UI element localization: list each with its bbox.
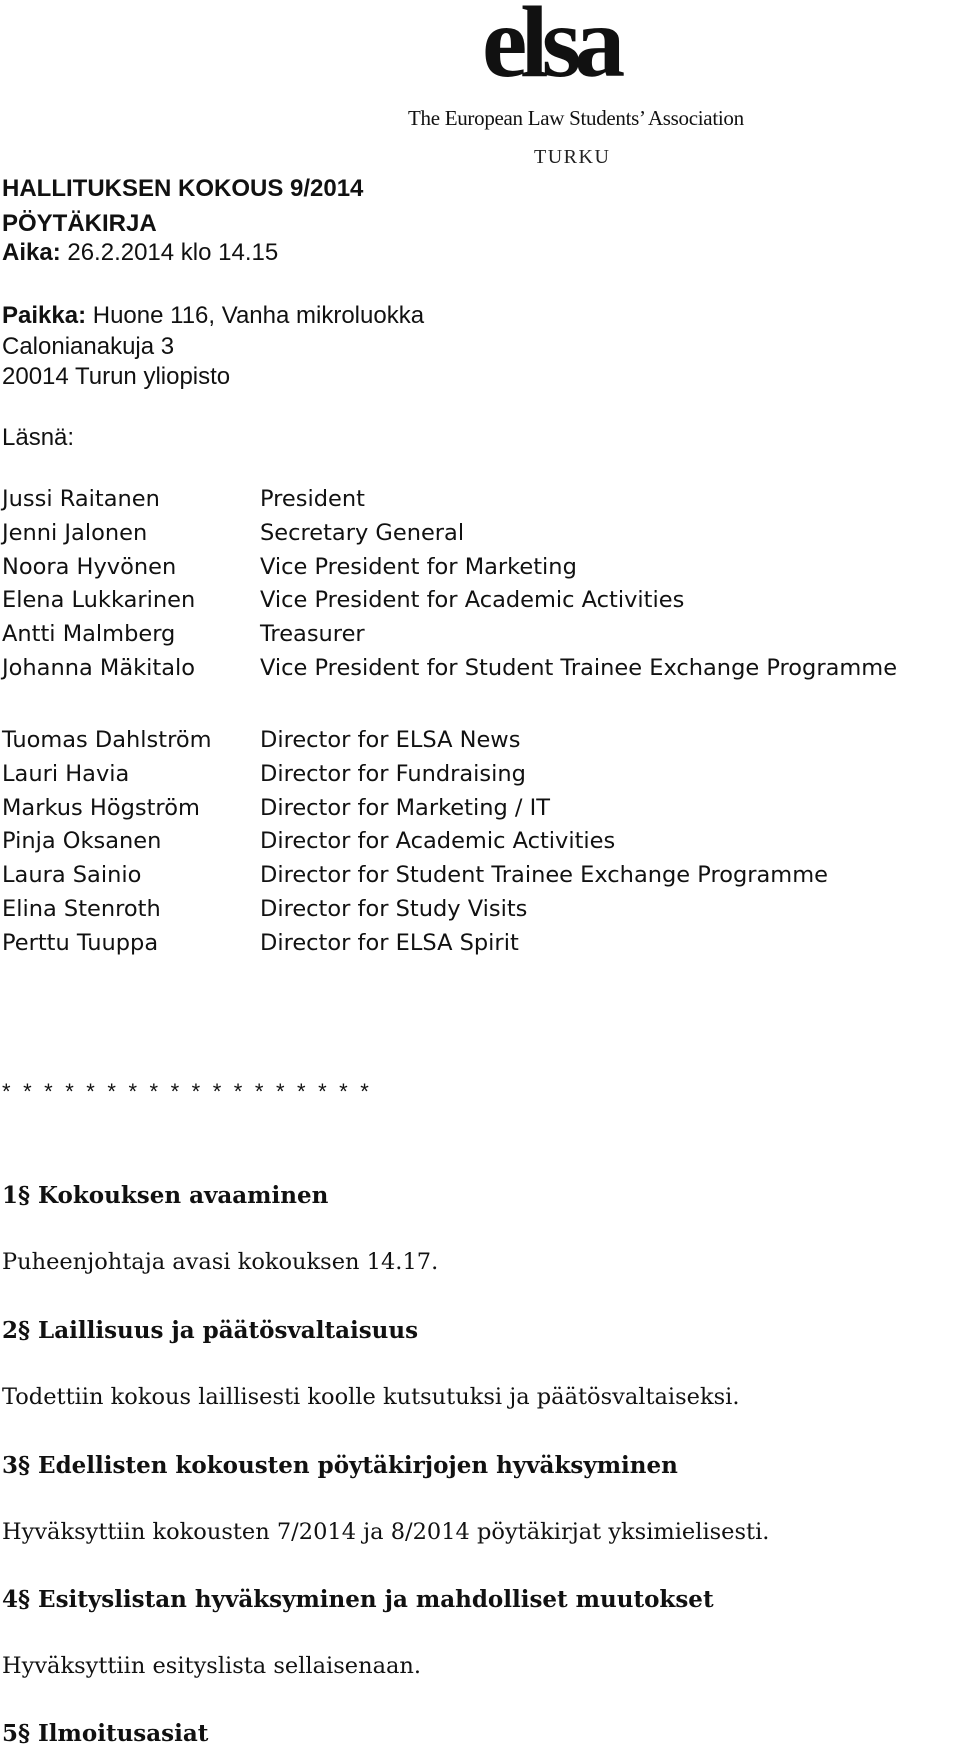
person-role: President [260,486,365,512]
person-role: Treasurer [260,621,365,648]
person-name: Noora Hyvönen [2,553,177,580]
logo-tagline: The European Law Students’ Association [408,106,744,130]
meeting-time [2,239,278,267]
person-name: Markus Högström [2,794,200,821]
person-role: Vice President for Marketing [260,553,577,580]
person-name: Elena Lukkarinen [2,587,196,614]
place-label: Paikka: [2,302,87,329]
address-line-2: 20014 Turun yliopisto [2,363,231,390]
elsa-logo [408,0,754,176]
person-name: Lauri Havia [2,760,130,787]
meeting-place [2,302,424,330]
person-role: Director for Student Trainee Exchange Programme [260,862,828,889]
person-role: Director for Fundraising [260,760,526,787]
section-3-title: 3§ Edellisten kokousten pöytäkirjojen hyväksyminen [2,1452,678,1479]
address-line-1: Calonianakuja 3 [2,333,175,360]
section-1-title: 1§ Kokouksen avaaminen [2,1182,329,1209]
document-title [2,171,363,241]
person-name: Pinja Oksanen [2,828,162,855]
person-name: Laura Sainio [2,862,142,889]
separator-stars: * * * * * * * * * * * * * * * * * * [2,1079,373,1104]
person-name: Antti Malmberg [2,621,176,648]
person-name: Johanna Mäkitalo [2,654,196,681]
person-name: Elina Stenroth [2,895,161,922]
title-line-2: PÖYTÄKIRJA [2,210,157,237]
section-2-title: 2§ Laillisuus ja päätösvaltaisuus [2,1317,419,1344]
person-name: Perttu Tuuppa [2,929,159,956]
section-5-title: 5§ Ilmoitusasiat [2,1720,209,1747]
person-role: Secretary General [260,519,465,546]
section-4-body: Hyväksyttiin esityslista sellaisenaan. [2,1653,422,1679]
person-name: Jussi Raitanen [2,486,160,512]
person-role: Director for Marketing / IT [260,794,551,821]
person-role: Director for Study Visits [260,895,528,922]
title-line-1: HALLITUKSEN KOKOUS 9/2014 [2,175,364,202]
section-2-body: Todettiin kokous laillisesti koolle kutsutuksi ja päätösvaltaiseksi. [2,1384,740,1410]
section-1-body: Puheenjohtaja avasi kokouksen 14.17. [2,1249,439,1275]
person-role: Vice President for Academic Activities [260,587,685,614]
person-role: Vice President for Student Trainee Exchange Programme [260,654,898,681]
logo-wordmark: elsa [482,0,619,99]
person-role: Director for Academic Activities [260,828,616,855]
person-role: Director for ELSA Spirit [260,929,519,956]
person-role: Director for ELSA News [260,727,521,753]
person-name: Tuomas Dahlström [2,727,212,753]
logo-city: TURKU [534,146,611,168]
place-value: Huone 116, Vanha mikroluokka [92,302,425,329]
section-3-body: Hyväksyttiin kokousten 7/2014 ja 8/2014 pöytäkirjat yksimielisesti. [2,1519,770,1545]
section-4-title: 4§ Esityslistan hyväksyminen ja mahdolliset muutokset [2,1586,714,1613]
time-value: 26.2.2014 klo 14.15 [67,239,279,266]
present-label: Läsnä: [2,424,75,451]
time-label: Aika: [2,239,61,266]
person-name: Jenni Jalonen [2,519,148,546]
